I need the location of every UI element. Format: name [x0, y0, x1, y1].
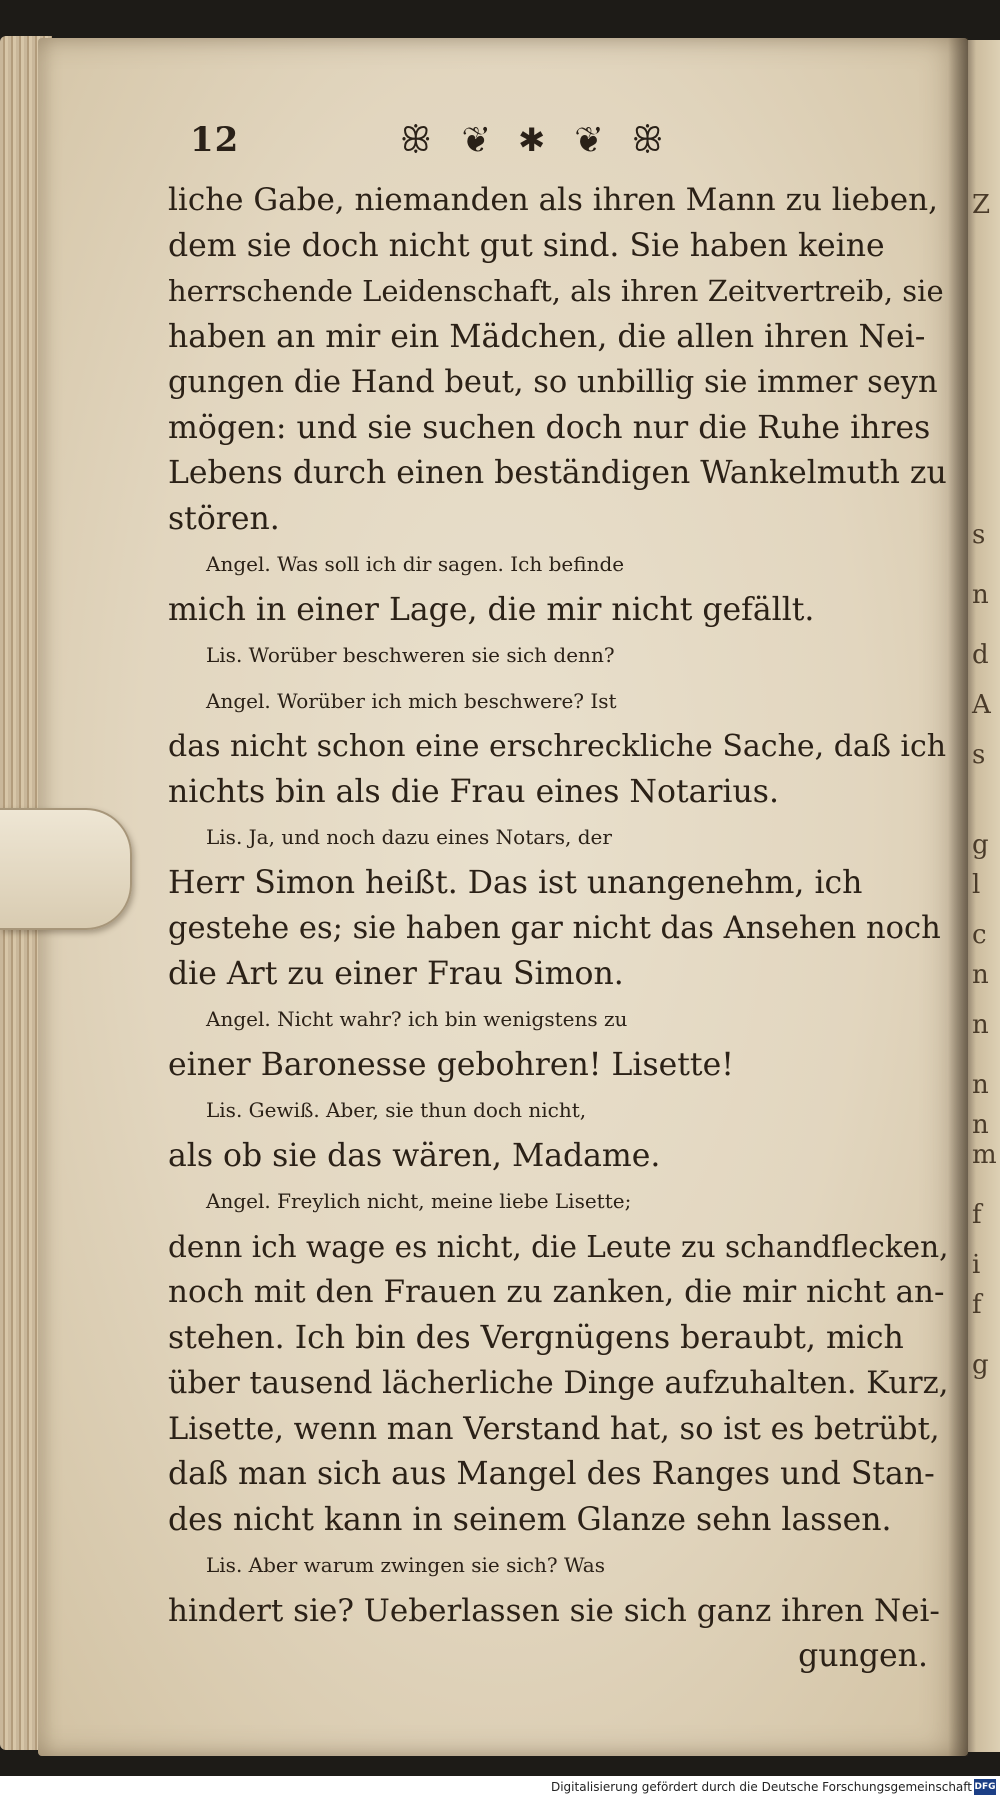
text-line: Lis. Aber warum zwingen sie sich? Was [206, 1553, 605, 1577]
text-line: dem sie doch nicht gut sind. Sie haben keine [168, 227, 885, 264]
facing-page-glyph: n [972, 1010, 989, 1040]
bookmark-tab [0, 808, 132, 930]
text-line: Angel. Was soll ich dir sagen. Ich befinde [206, 552, 625, 576]
text-line: hindert sie? Ueberlassen sie sich ganz ihren Nei- [168, 1592, 940, 1629]
facing-page-glyph: l [972, 870, 981, 900]
text-line: denn ich wage es nicht, die Leute zu schandflecken, [168, 1229, 949, 1264]
text-line: einer Baronesse gebohren! Lisette! [168, 1046, 734, 1083]
page-gutter-shadow [948, 38, 968, 1756]
page-number: 12 [190, 120, 240, 160]
text-line: über tausend lächerliche Dinge aufzuhalten. Kurz, [168, 1366, 949, 1401]
facing-page-glyph: i [972, 1250, 981, 1280]
text-line: noch mit den Frauen zu zanken, die mir nicht an- [168, 1274, 945, 1310]
dfg-logo: DFG [974, 1779, 996, 1795]
text-line: Lebens durch einen beständigen Wankelmuth zu [168, 455, 947, 491]
facing-page-glyph: f [972, 1200, 982, 1230]
text-line: liche Gabe, niemanden als ihren Mann zu lieben, [168, 182, 938, 218]
text-line: mögen: und sie suchen doch nur die Ruhe ihres [168, 409, 931, 446]
footer-credit: Digitalisierung gefördert durch die Deutsche Forschungsgemeinschaft [550, 1780, 972, 1794]
text-line: Lis. Worüber beschweren sie sich denn? [206, 643, 615, 667]
text-line: Lis. Gewiß. Aber, sie thun doch nicht, [206, 1098, 587, 1122]
text-line: stehen. Ich bin des Vergnügens beraubt, mich [168, 1319, 904, 1356]
page-text [168, 178, 949, 1680]
text-line: gestehe es; sie haben gar nicht das Ansehen noch [168, 911, 941, 946]
facing-page-glyph: A [972, 690, 991, 720]
facing-page-glyph: s [972, 520, 986, 550]
facing-page-edge [966, 40, 1000, 1752]
text-line: das nicht schon eine erschreckliche Sache, daß ich [168, 729, 947, 764]
facing-page-glyph: g [972, 830, 989, 860]
facing-page-glyph: n [972, 1070, 989, 1100]
facing-page-glyph: d [972, 640, 989, 670]
facing-page-glyph: c [972, 920, 987, 950]
text-line: Angel. Worüber ich mich beschwere? Ist [206, 688, 617, 713]
text-line: Lis. Ja, und noch dazu eines Notars, der [206, 825, 612, 849]
facing-page-glyph: m [972, 1140, 997, 1170]
digitization-footer [0, 1776, 1000, 1800]
text-line: die Art zu einer Frau Simon. [168, 955, 624, 992]
facing-page-glyph: f [972, 1290, 982, 1320]
header-ornament: ꕥ ❦ ✱ ❦ ꕥ [400, 120, 674, 160]
text-line: des nicht kann in seinem Glanze sehn lassen. [168, 1501, 892, 1538]
text-line: Angel. Freylich nicht, meine liebe Lisette; [206, 1189, 632, 1213]
facing-page-glyph: g [972, 1350, 989, 1380]
facing-page-glyph: n [972, 1110, 989, 1140]
text-line: haben an mir ein Mädchen, die allen ihren Nei- [168, 318, 926, 355]
text-line: Herr Simon heißt. Das ist unangenehm, ich [168, 864, 863, 901]
text-line: gungen. [798, 1638, 928, 1674]
text-line: daß man sich aus Mangel des Ranges und Stan- [168, 1456, 935, 1492]
text-line: stören. [168, 500, 280, 537]
text-line: mich in einer Lage, die mir nicht gefällt. [168, 591, 815, 628]
facing-page-glyph: n [972, 960, 989, 990]
facing-page-glyph: Z [972, 190, 991, 220]
facing-page-glyph: n [972, 580, 989, 610]
text-line: herrschende Leidenschaft, als ihren Zeitvertreib, sie [168, 274, 944, 308]
page-header [190, 120, 750, 170]
text-line: als ob sie das wären, Madame. [168, 1137, 661, 1174]
facing-page-glyph: s [972, 740, 986, 770]
text-line: Lisette, wenn man Verstand hat, so ist es betrübt, [168, 1411, 940, 1447]
text-line: gungen die Hand beut, so unbillig sie immer seyn [168, 365, 938, 400]
text-line: nichts bin als die Frau eines Notarius. [168, 773, 779, 810]
text-line: Angel. Nicht wahr? ich bin wenigstens zu [206, 1007, 628, 1031]
